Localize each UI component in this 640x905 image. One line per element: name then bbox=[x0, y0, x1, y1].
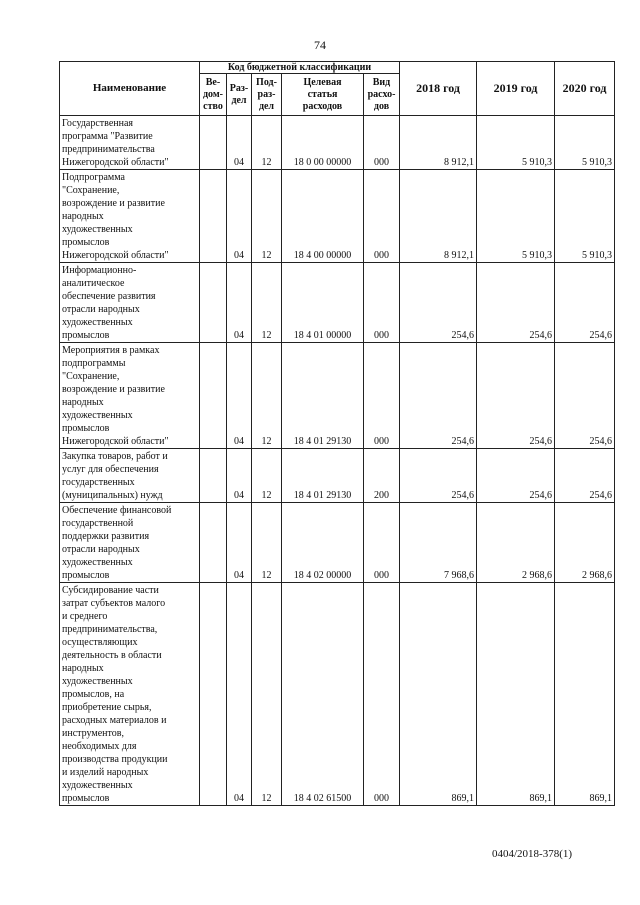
row-name bbox=[60, 583, 200, 806]
row-name-line: (муниципальных) нужд bbox=[62, 490, 163, 501]
row-name-line: Мероприятия в рамках bbox=[62, 345, 160, 356]
row-name-line: предпринимательства, bbox=[62, 624, 158, 635]
row-name-line: затрат субъектов малого bbox=[62, 598, 166, 609]
row-razdel: 04 bbox=[227, 503, 252, 583]
row-2018: 254,6 bbox=[400, 263, 477, 343]
row-name-line: и среднего bbox=[62, 611, 108, 622]
row-2018: 254,6 bbox=[400, 343, 477, 449]
header-name: Наименование bbox=[60, 62, 200, 116]
row-name-line: Государственная bbox=[62, 118, 134, 129]
table-row bbox=[60, 503, 615, 583]
row-name-line: художественных bbox=[62, 410, 133, 421]
row-name-line: государственных bbox=[62, 477, 135, 488]
row-ved bbox=[200, 170, 227, 263]
table-row bbox=[60, 263, 615, 343]
row-razdel: 04 bbox=[227, 116, 252, 170]
row-name-line: Нижегородской области" bbox=[62, 157, 169, 168]
row-name-line: Нижегородской области" bbox=[62, 250, 169, 261]
row-2018: 8 912,1 bbox=[400, 116, 477, 170]
row-ved bbox=[200, 503, 227, 583]
header-2018: 2018 год bbox=[400, 62, 477, 116]
row-name-line: промыслов bbox=[62, 423, 110, 434]
row-name bbox=[60, 170, 200, 263]
row-2019: 254,6 bbox=[477, 343, 555, 449]
row-name-line: отрасли народных bbox=[62, 304, 140, 315]
row-2020: 869,1 bbox=[555, 583, 615, 806]
row-name-line: поддержки развития bbox=[62, 531, 150, 542]
row-vid: 000 bbox=[364, 116, 400, 170]
row-name-line: государственной bbox=[62, 518, 134, 529]
row-name-line: Закупка товаров, работ и bbox=[62, 451, 168, 462]
row-name-line: промыслов bbox=[62, 237, 110, 248]
row-name-line: необходимых для bbox=[62, 741, 137, 752]
row-name bbox=[60, 449, 200, 503]
row-name-line: расходных материалов и bbox=[62, 715, 167, 726]
row-name-line: народных bbox=[62, 397, 104, 408]
row-2019: 5 910,3 bbox=[477, 116, 555, 170]
table-row bbox=[60, 343, 615, 449]
row-2020: 2 968,6 bbox=[555, 503, 615, 583]
row-name-line: Субсидирование части bbox=[62, 585, 159, 596]
row-name-line: художественных bbox=[62, 676, 133, 687]
row-target: 18 4 00 00000 bbox=[282, 170, 364, 263]
row-podrazdel: 12 bbox=[252, 170, 282, 263]
row-2020: 5 910,3 bbox=[555, 170, 615, 263]
row-name-line: предпринимательства bbox=[62, 144, 155, 155]
header-2020: 2020 год bbox=[555, 62, 615, 116]
row-name bbox=[60, 343, 200, 449]
row-name bbox=[60, 263, 200, 343]
row-vid: 000 bbox=[364, 170, 400, 263]
row-name-line: "Сохранение, bbox=[62, 371, 120, 382]
row-podrazdel: 12 bbox=[252, 263, 282, 343]
row-name-line: художественных bbox=[62, 557, 133, 568]
row-podrazdel: 12 bbox=[252, 583, 282, 806]
row-name bbox=[60, 116, 200, 170]
row-podrazdel: 12 bbox=[252, 503, 282, 583]
row-name-line: возрождение и развитие bbox=[62, 198, 165, 209]
header-ved: Ве- дом- ство bbox=[200, 74, 227, 116]
document-code: 0404/2018-378(1) bbox=[492, 848, 573, 860]
row-name-line: промыслов bbox=[62, 570, 110, 581]
row-2018: 869,1 bbox=[400, 583, 477, 806]
row-2020: 5 910,3 bbox=[555, 116, 615, 170]
row-name-line: производства продукции bbox=[62, 754, 168, 765]
row-ved bbox=[200, 263, 227, 343]
row-name-line: Нижегородской области" bbox=[62, 436, 169, 447]
row-razdel: 04 bbox=[227, 449, 252, 503]
header-podrazdel: Под- раз- дел bbox=[252, 74, 282, 116]
table-row bbox=[60, 449, 615, 503]
row-target: 18 4 01 00000 bbox=[282, 263, 364, 343]
table-body bbox=[60, 116, 615, 806]
row-name-line: отрасли народных bbox=[62, 544, 140, 555]
row-podrazdel: 12 bbox=[252, 116, 282, 170]
row-target: 18 4 02 61500 bbox=[282, 583, 364, 806]
row-name-line: народных bbox=[62, 211, 104, 222]
row-name-line: услуг для обеспечения bbox=[62, 464, 159, 475]
row-name-line: Информационно- bbox=[62, 265, 137, 276]
row-name-line: осуществляющих bbox=[62, 637, 138, 648]
table-row bbox=[60, 116, 615, 170]
row-2020: 254,6 bbox=[555, 263, 615, 343]
row-name-line: подпрограммы bbox=[62, 358, 126, 369]
row-target: 18 0 00 00000 bbox=[282, 116, 364, 170]
header-code-group: Код бюджетной классификации bbox=[200, 62, 400, 74]
row-2018: 8 912,1 bbox=[400, 170, 477, 263]
row-razdel: 04 bbox=[227, 170, 252, 263]
row-vid: 000 bbox=[364, 343, 400, 449]
row-name bbox=[60, 503, 200, 583]
row-name-line: аналитическое bbox=[62, 278, 125, 289]
row-ved bbox=[200, 116, 227, 170]
row-target: 18 4 01 29130 bbox=[282, 343, 364, 449]
row-podrazdel: 12 bbox=[252, 343, 282, 449]
row-2019: 869,1 bbox=[477, 583, 555, 806]
row-2020: 254,6 bbox=[555, 449, 615, 503]
page-number: 74 bbox=[314, 38, 326, 52]
row-name-line: художественных bbox=[62, 780, 133, 791]
row-name-line: промыслов bbox=[62, 330, 110, 341]
row-vid: 200 bbox=[364, 449, 400, 503]
row-name-line: народных bbox=[62, 663, 104, 674]
row-ved bbox=[200, 343, 227, 449]
row-razdel: 04 bbox=[227, 343, 252, 449]
row-2019: 254,6 bbox=[477, 449, 555, 503]
header-2019: 2019 год bbox=[477, 62, 555, 116]
row-vid: 000 bbox=[364, 263, 400, 343]
row-name-line: инструментов, bbox=[62, 728, 124, 739]
row-name-line: деятельность в области bbox=[62, 650, 162, 661]
row-name-line: художественных bbox=[62, 317, 133, 328]
row-razdel: 04 bbox=[227, 583, 252, 806]
row-name-line: обеспечение развития bbox=[62, 291, 156, 302]
row-name-line: промыслов, на bbox=[62, 689, 125, 700]
row-name-line: приобретение сырья, bbox=[62, 702, 152, 713]
row-name-line: Обеспечение финансовой bbox=[62, 505, 172, 516]
header-target: Целевая статья расходов bbox=[282, 74, 364, 116]
row-name-line: программа "Развитие bbox=[62, 131, 153, 142]
row-2018: 254,6 bbox=[400, 449, 477, 503]
header-razdel: Раз- дел bbox=[227, 74, 252, 116]
row-vid: 000 bbox=[364, 503, 400, 583]
table-row bbox=[60, 583, 615, 806]
row-name-line: промыслов bbox=[62, 793, 110, 804]
row-target: 18 4 01 29130 bbox=[282, 449, 364, 503]
row-ved bbox=[200, 449, 227, 503]
row-2018: 7 968,6 bbox=[400, 503, 477, 583]
row-2019: 2 968,6 bbox=[477, 503, 555, 583]
row-name-line: возрождение и развитие bbox=[62, 384, 165, 395]
row-2019: 254,6 bbox=[477, 263, 555, 343]
row-name-line: художественных bbox=[62, 224, 133, 235]
row-name-line: Подпрограмма bbox=[62, 172, 125, 183]
row-name-line: и изделий народных bbox=[62, 767, 149, 778]
header-vid: Вид расхо- дов bbox=[364, 74, 400, 116]
table-row bbox=[60, 170, 615, 263]
row-2020: 254,6 bbox=[555, 343, 615, 449]
row-target: 18 4 02 00000 bbox=[282, 503, 364, 583]
row-podrazdel: 12 bbox=[252, 449, 282, 503]
row-razdel: 04 bbox=[227, 263, 252, 343]
row-ved bbox=[200, 583, 227, 806]
row-name-line: "Сохранение, bbox=[62, 185, 120, 196]
budget-table bbox=[59, 61, 615, 806]
row-vid: 000 bbox=[364, 583, 400, 806]
row-2019: 5 910,3 bbox=[477, 170, 555, 263]
